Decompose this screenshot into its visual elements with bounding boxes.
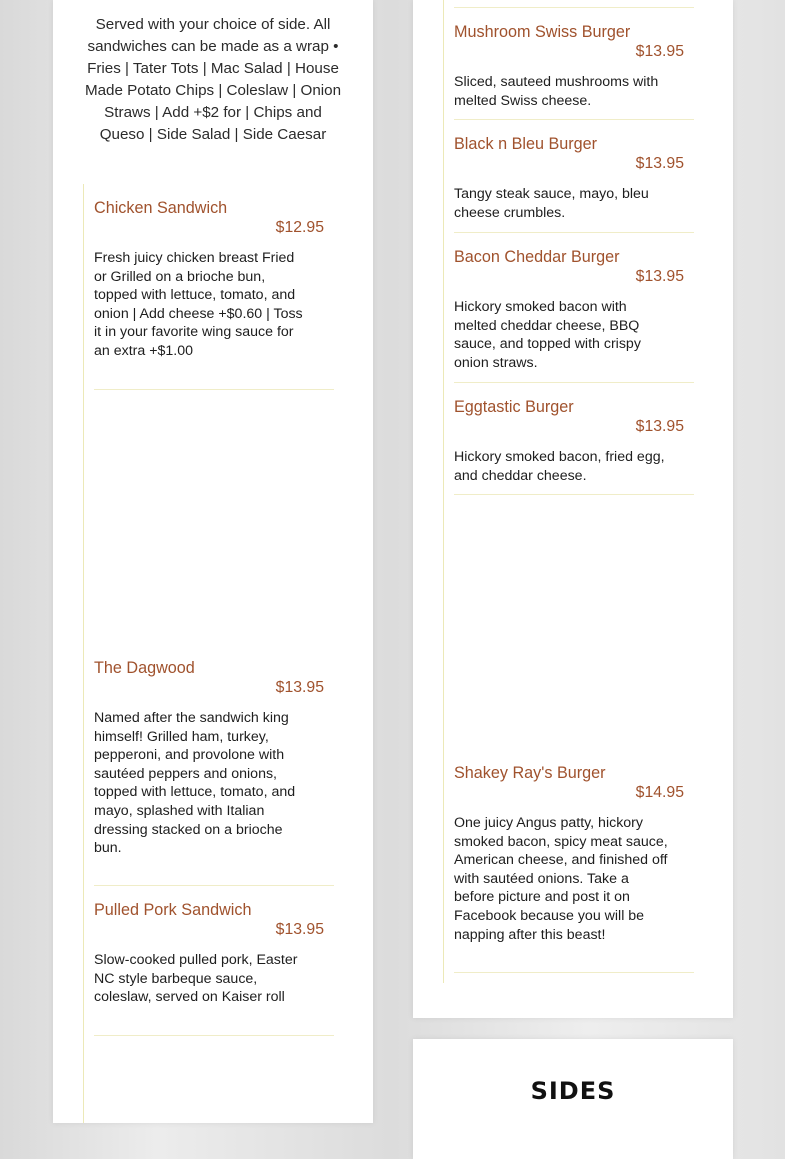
item-name: Pulled Pork Sandwich (94, 901, 252, 919)
menu-item-chicken-sandwich[interactable] (94, 198, 334, 361)
item-name: Black n Bleu Burger (454, 135, 598, 153)
item-separator (454, 119, 694, 120)
item-separator (454, 382, 694, 383)
item-description: Tangy steak sauce, mayo, bleu cheese crumbles. (454, 186, 649, 221)
menu-divider-line (83, 184, 84, 1123)
item-price: $13.95 (635, 268, 684, 285)
item-separator (94, 389, 334, 390)
item-price: $13.95 (635, 43, 684, 60)
item-name: Eggtastic Burger (454, 398, 574, 416)
sandwiches-intro: Served with your choice of side. All sandwiches can be made as a wrap • Fries | Tater Tots | Mac Salad | House Made Potato Chips | Coleslaw | Onion Straws | Add +$2 for | Chips and Queso | Side Salad | Side Caesar (84, 16, 342, 143)
item-name: Mushroom Swiss Burger (454, 23, 631, 41)
item-description: Hickory smoked bacon, fried egg, and cheddar cheese. (454, 449, 665, 484)
item-price: $13.95 (275, 679, 324, 696)
menu-divider-line (443, 0, 444, 983)
item-separator (454, 232, 694, 233)
item-description: One juicy Angus patty, hickory smoked bacon, spicy meat sauce, American cheese, and finished off with sautéed onions. Take a before picture and post it on Facebook because you will be napping after this beast! (454, 815, 668, 943)
item-description: Named after the sandwich king himself! Grilled ham, turkey, pepperoni, and provolone with sautéed peppers and onions, topped with lettuce, tomato, and mayo, splashed with Italian dressing stacked on a brioche bun. (94, 710, 296, 857)
item-separator (454, 494, 694, 495)
item-price: $13.95 (275, 921, 324, 938)
menu-item-the-dagwood[interactable] (94, 658, 334, 858)
menu-item-shakey-rays-burger[interactable] (454, 763, 694, 944)
item-price: $13.95 (635, 418, 684, 435)
burgers-panel (413, 0, 733, 1018)
item-price: $12.95 (275, 219, 324, 236)
sides-heading: SIDES (530, 1077, 616, 1105)
item-name: Shakey Ray's Burger (454, 764, 606, 782)
item-separator (94, 1035, 334, 1036)
menu-item-mushroom-swiss-burger[interactable] (454, 22, 694, 110)
item-name: The Dagwood (94, 659, 195, 677)
item-price: $14.95 (635, 784, 684, 801)
item-name: Bacon Cheddar Burger (454, 248, 620, 266)
item-name: Chicken Sandwich (94, 199, 228, 217)
sides-panel (413, 1039, 733, 1159)
menu-item-black-n-bleu-burger[interactable] (454, 134, 694, 222)
item-description: Slow-cooked pulled pork, Easter NC style barbeque sauce, coleslaw, served on Kaiser roll (94, 952, 298, 1006)
menu-item-eggtastic-burger[interactable] (454, 397, 694, 485)
item-separator (454, 7, 694, 8)
item-description: Fresh juicy chicken breast Fried or Grilled on a brioche bun, topped with lettuce, tomato, and onion | Add cheese +$0.60 | Toss it in your favorite wing sauce for an extra +$1.00 (94, 250, 303, 359)
item-separator (454, 972, 694, 973)
item-description: Sliced, sauteed mushrooms with melted Swiss cheese. (454, 74, 659, 109)
sandwiches-panel (53, 0, 373, 1123)
item-description: Hickory smoked bacon with melted cheddar cheese, BBQ sauce, and topped with crispy onion straws. (454, 299, 641, 371)
item-separator (94, 885, 334, 886)
menu-item-pulled-pork-sandwich[interactable] (94, 900, 334, 1007)
menu-item-bacon-cheddar-burger[interactable] (454, 247, 694, 372)
item-price: $13.95 (635, 155, 684, 172)
